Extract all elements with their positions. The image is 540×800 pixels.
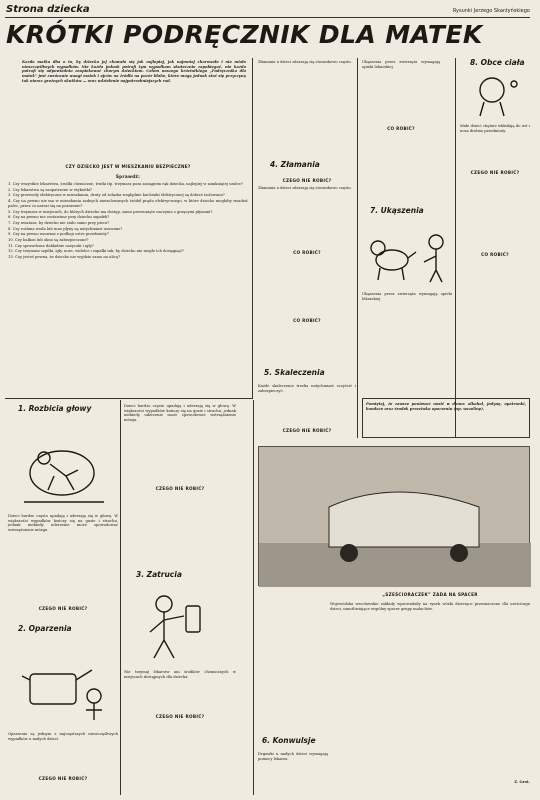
column-rule [357,58,358,438]
advice-label: CZEGO NIE ROBIĆ? [155,714,205,719]
advice-label: CZEGO NIE ROBIĆ? [38,776,88,781]
advice-label: CZEGO NIE ROBIĆ? [155,486,205,491]
checklist-item: 7. Czy uważasz, by dziecko nie stało samo przy piecu? [8,220,110,225]
checklist-item: 8. Czy rozlana woda lub inne płyny są natychmiast usuwane? [8,226,123,231]
column-rule [120,400,121,795]
section-heading: 8. Obce ciała [470,58,525,67]
column-rule [5,398,253,399]
section-text: Nie trzymaj lekarstw ani środków chemicznych w miejscach dostępnych dla dziecka. [124,670,236,679]
section-text: Każde skaleczenie trzeba natychmiast oczyścić i zabezpieczyć. [258,384,356,393]
section-heading: 6. Konwulsje [262,736,316,745]
section-heading: 1. Rozbicia głowy [18,404,92,413]
checklist-item: 5. Czy trzymasz w miejscach, do których dziecko ma dostęp, samo przesunięte naczynia z gorącymi płynami? [8,209,213,214]
checklist-item: 9. Czy na pewno usuwasz z podłogi ostre przedmioty? [8,232,109,237]
section-heading: 5. Skaleczenia [264,368,325,377]
section-heading: 2. Oparzenia [18,624,72,633]
section-name: Strona dziecka [6,4,90,15]
checklist-heading: CZY DZIECKO JEST W MIESZKANIU BEZPIECZNE? [65,164,191,169]
illustration-child-fall [14,418,114,510]
feature-signature: Z. Grot. [514,780,530,784]
page-title: KRÓTKI PODRĘCZNIK DLA MATEK [6,20,483,49]
section-text: Złamania u dzieci zdarzają się stosunkowo często. [258,186,352,190]
column-rule [455,58,456,438]
column-rule [252,58,253,398]
section-heading: 4. Złamania [270,160,320,169]
checklist-item: 2. Czy lekarstwa są zaopatrzone w etykietki? [8,187,93,192]
illustration-dog [362,218,458,288]
advice-label: CZEGO NIE ROBIĆ? [282,428,332,433]
section-text: Oparzenia są jednym z najczęstszych nieszczęśliwych wypadków u małych dzieci. [8,732,118,741]
section-text: Drgawki u małych dzieci wymagają pomocy lekarza. [258,752,328,761]
checklist [8,182,248,392]
advice-label: CO ROBIĆ? [481,252,509,257]
section-heading: 3. Zatrucia [136,570,182,579]
notice-box: Pamiętaj, że zawsze ponieważ nosić w domu: alkohol, jodynę, opatrunki, bandaże oraz środek przeciwko oparzeniu (np. wazelinę). [362,398,530,438]
advice-label: CO ROBIĆ? [387,126,415,131]
advice-label: CZEGO NIE ROBIĆ? [38,606,88,611]
feature-heading: „SZEŚCIORACZEK” ZADA NA SPACER [382,592,478,597]
section-text: Małe dzieci chętnie wkładają do ust i nosa drobne przedmioty. [460,124,530,133]
section-text: Dzieci bardzo często upadają i uderzają się w głowę. W większości wypadków kończy się na guzie i strachu, jednak niekiedy uderzenie może spowodować wstrząśnienie mózgu. [8,514,118,533]
column-rule [253,400,254,795]
checklist-item: 6. Czy na pewno nie zostawiasz przy dziecku zapałek? [8,215,110,220]
section-text: Ukąszenia przez zwierzęta wymagają opieki lekarskiej. [362,292,452,301]
body-text: Dzieci bardzo często upadają i uderzają się w głowę. W większości wypadków kończy się na guzie i strachu, jednak niekiedy uderzenie może spowodować wstrząśnienie mózgu. [124,404,236,423]
feature-text: Wojewódzka wrocławskie zakłady wprowadziły na rynek wózki dziecięce przeznaczone dla sześciorga dzieci, umożliwiające wspólny spacer grupy maluchów. [330,602,530,611]
illustration-child-object [462,70,532,120]
illustration-credit: Rysunki Jerzego Skarżyńskiego [452,8,530,14]
checklist-item: 11. Czy sprawdzasz dokładnie nożyczki i igły? [8,243,94,248]
advice-label: CZEGO NIE ROBIĆ? [282,178,332,183]
illustration-bottle [124,586,236,666]
stroller-photo [258,446,530,586]
intro-text: Każda matka dba o to, by dziecko jej chowało się jak najlepiej, jak najmniej chorowało i nie miało nieszczęśliwych wypadków. Nie każda jednak potrafi tym wypadkom skutecznie zapobiegać, nie każda potrafi się odpowiednio zaopiekować chorym dzieckiem. Celem naszego króciutkiego „Podręcznika dla matek” jest zwrócenie uwagi matek i ojców na źródła na pozór błahe, które mogą jednak stać się przyczyną tak nieraz groźnych skutków — oraz udzielenie najpotrzebniejszych rad. [22,60,246,83]
checklist-item: 1. Czy wszystkie lekarstwa, środki chemiczne, trutki itp. trzymasz poza zasięgiem rąk dziecka, najlepiej w zamkniętej szafce? [8,182,243,186]
checklist-subheading: Sprawdź: [115,174,141,179]
checklist-item: 10. Czy balkon lub okno są zabezpieczone? [8,238,89,243]
checklist-item: 4. Czy na pewno nie ma w mieszkaniu żadnych nieizolowanych źródeł prądu elektrycznego, w które dziecko mogłoby wsadzić palec, przez co narazi się na porażenie? [8,199,248,208]
body-text: Ukąszenia przez zwierzęta wymagają opieki lekarskiej. [362,60,440,69]
section-heading: 7. Ukąszenia [370,206,424,215]
checklist-item: 12. Czy trzymasz szpilki, igły, noże, widelce i zapałki tak, by dziecko nie mogło ich dosięgnąć? [8,249,184,254]
checklist-item: 13. Czy jesteś pewna, że dziecko nie wyjdzie samo na ulicę? [8,255,121,260]
advice-label: CO ROBIĆ? [293,318,321,323]
body-text: Złamania u dzieci zdarzają się stosunkowo często. [258,60,352,64]
illustration-pot [12,640,118,728]
advice-label: CO ROBIĆ? [293,250,321,255]
checklist-item: 3. Czy przewody elektryczne w mieszkaniu, druty od żelazka względnie kuchenki elektrycznej są dobrze izolowane? [8,193,225,198]
advice-label: CZEGO NIE ROBIĆ? [470,170,520,175]
